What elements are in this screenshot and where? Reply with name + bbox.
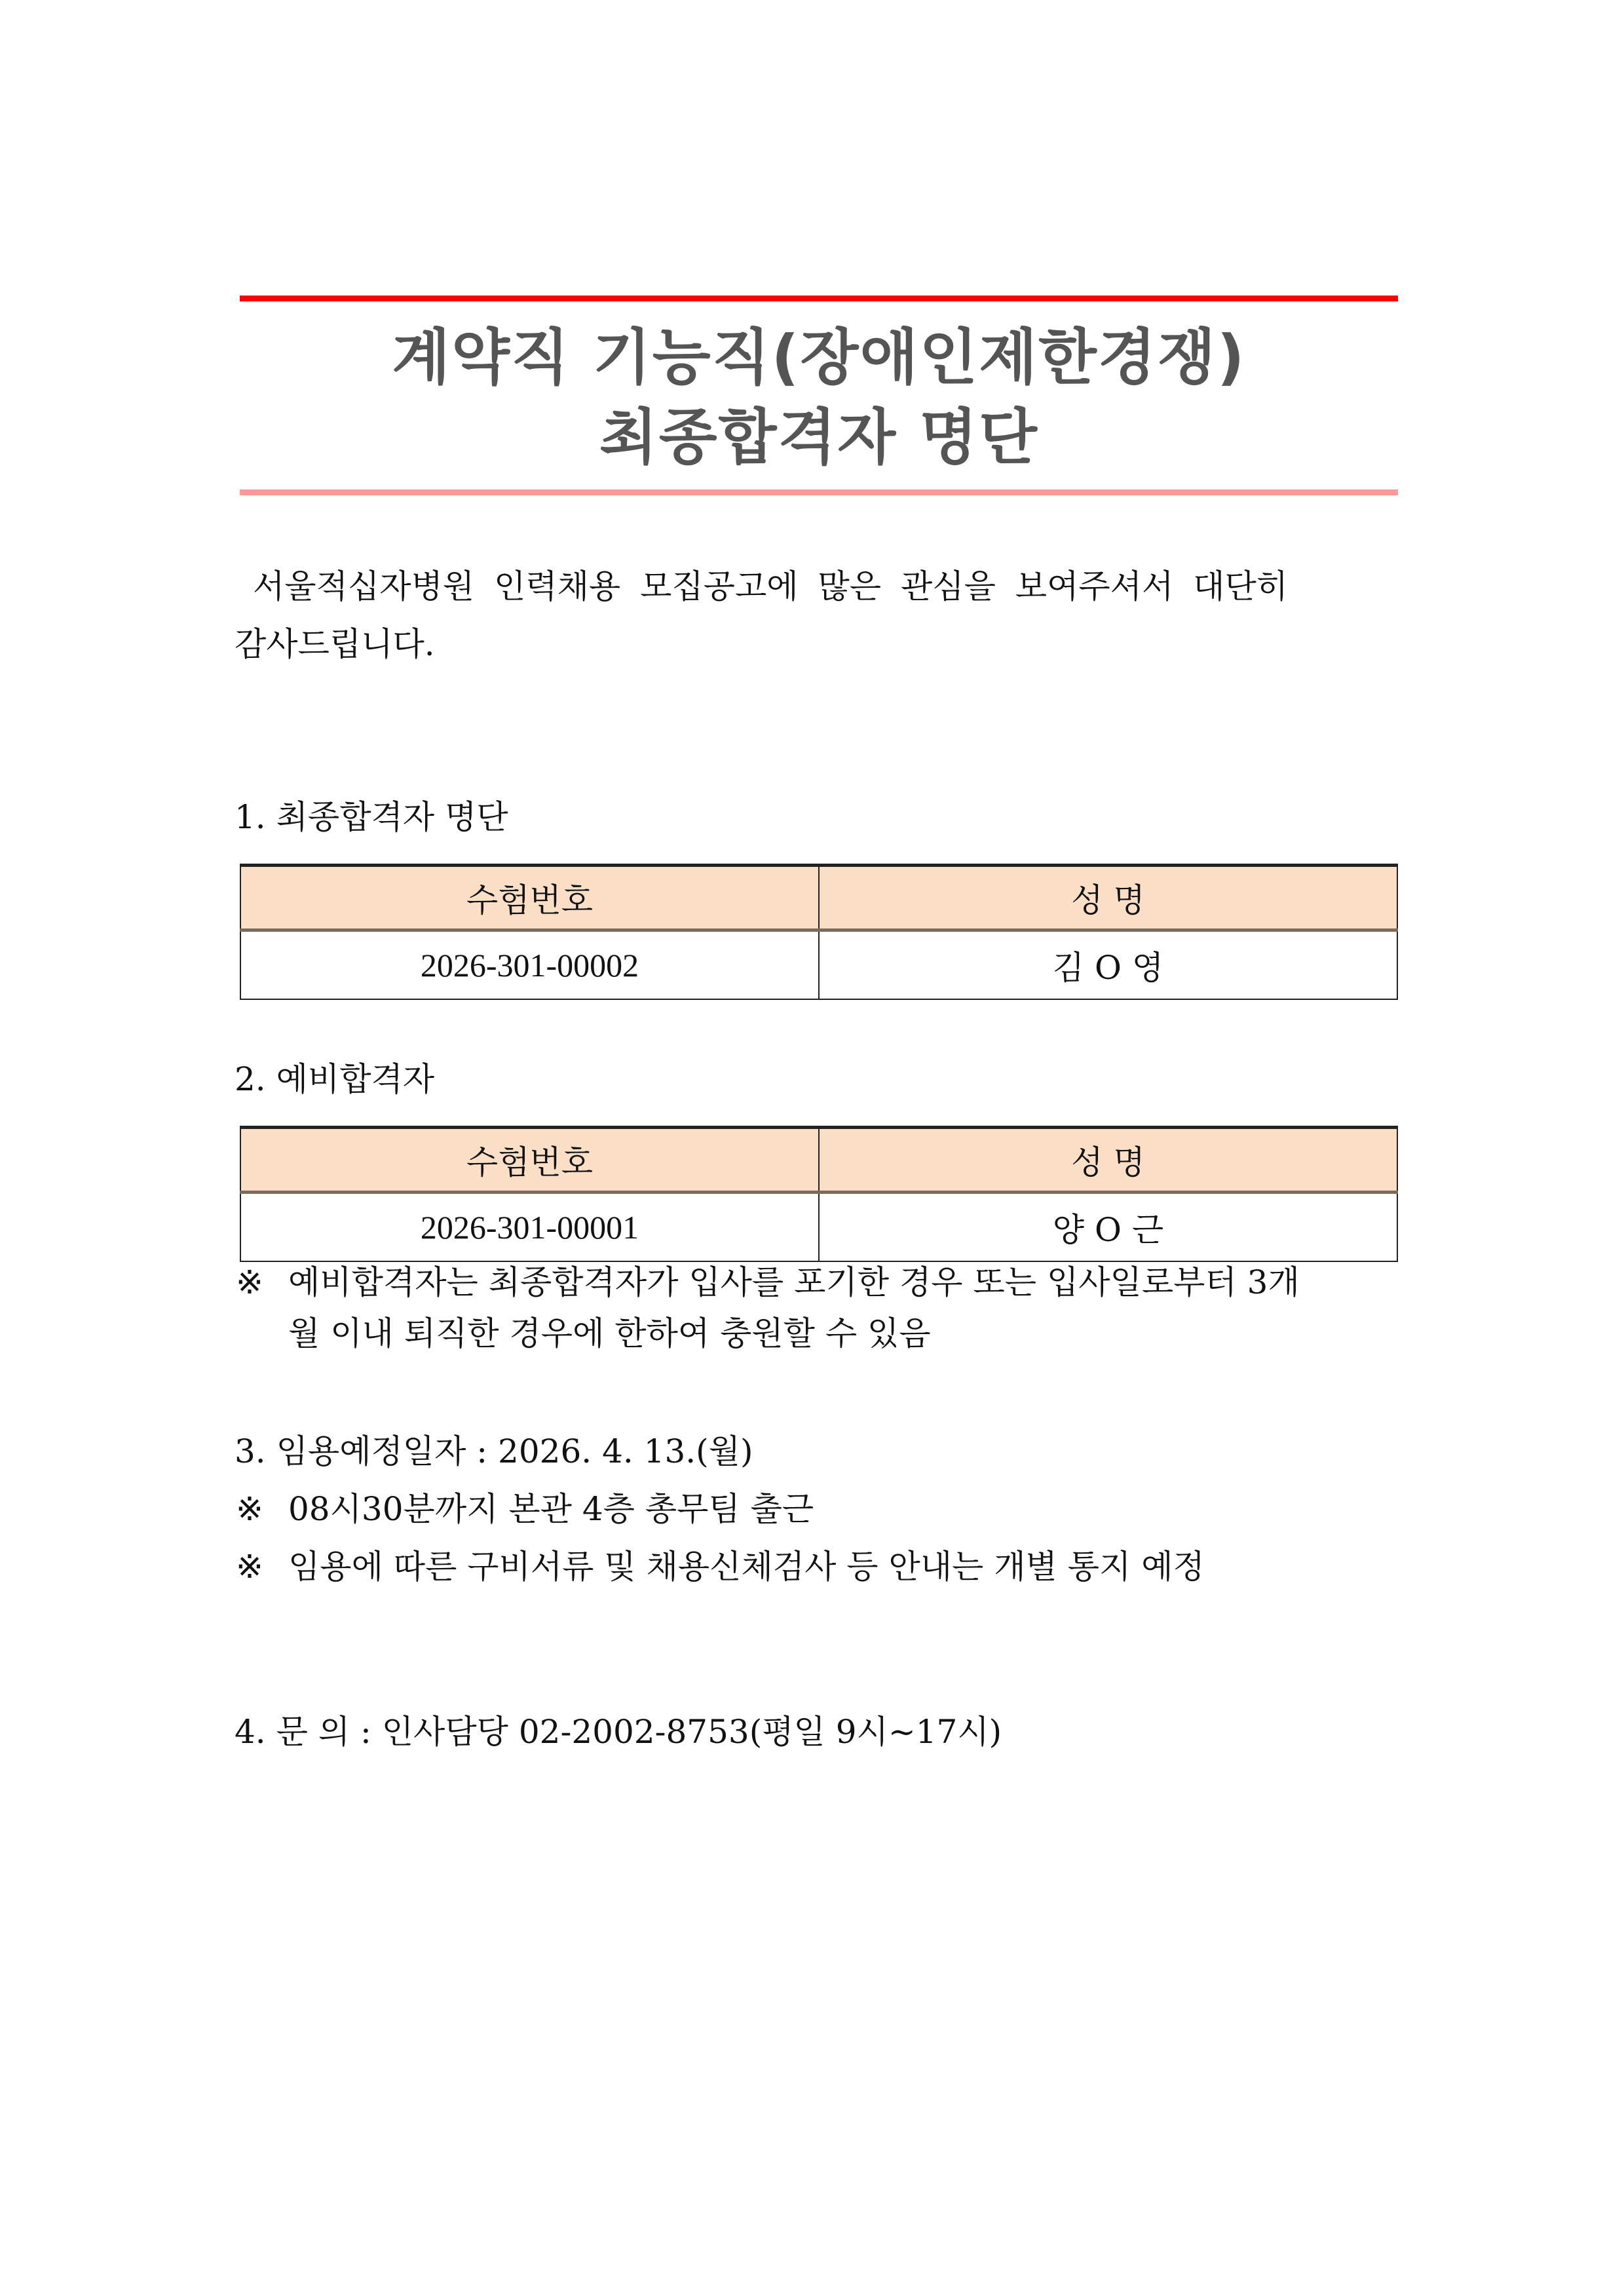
section-appointment-heading: 3. 임용예정일자 : 2026. 4. 13.(월) <box>235 1432 753 1470</box>
name-cell: 김 O 영 <box>819 930 1397 1000</box>
document-title-line1: 계약직 기능직(장애인제한경쟁) <box>392 322 1246 392</box>
reserve-note <box>236 1263 1300 1301</box>
title-bottom-rule <box>240 489 1398 495</box>
appointment-note-2 <box>236 1548 1205 1586</box>
intro-text-line2: 감사드립니다. <box>235 625 435 663</box>
reference-mark-icon: ※ <box>236 1490 263 1528</box>
column-header-name: 성 명 <box>819 1128 1397 1193</box>
document-title-line2: 최종합격자 명단 <box>599 402 1039 472</box>
title-top-rule <box>240 296 1398 301</box>
reference-mark-icon: ※ <box>236 1263 263 1301</box>
section-reserve-heading: 2. 예비합격자 <box>235 1060 435 1098</box>
appointment-note-1-text: 08시30분까지 본관 4층 총무팀 출근 <box>288 1490 814 1528</box>
intro-text-line1: 서울적십자병원 인력채용 모집공고에 많은 관심을 보여주셔서 대단히 <box>253 567 1289 605</box>
appointment-note-1 <box>236 1490 814 1528</box>
column-header-exam-number: 수험번호 <box>240 1128 819 1193</box>
column-header-name: 성 명 <box>819 866 1397 930</box>
table-row <box>240 1193 1397 1262</box>
reference-mark-icon: ※ <box>236 1548 263 1586</box>
section-final-heading: 1. 최종합격자 명단 <box>235 798 508 836</box>
name-cell: 양 O 근 <box>819 1193 1397 1262</box>
column-header-exam-number: 수험번호 <box>240 866 819 930</box>
reserve-note-line2: 월 이내 퇴직한 경우에 한하여 충원할 수 있음 <box>288 1314 931 1352</box>
table-row <box>240 930 1397 1000</box>
exam-number-cell: 2026-301-00002 <box>240 930 819 1000</box>
reserve-passers-table <box>240 1126 1398 1262</box>
exam-number-cell: 2026-301-00001 <box>240 1193 819 1262</box>
final-passers-table <box>240 864 1398 1000</box>
appointment-note-2-text: 임용에 따른 구비서류 및 채용신체검사 등 안내는 개별 통지 예정 <box>288 1548 1205 1586</box>
reserve-note-line1: 예비합격자는 최종합격자가 입사를 포기한 경우 또는 입사일로부터 3개 <box>288 1263 1300 1301</box>
section-contact-heading: 4. 문 의 : 인사담당 02-2002-8753(평일 9시~17시) <box>235 1713 1002 1751</box>
